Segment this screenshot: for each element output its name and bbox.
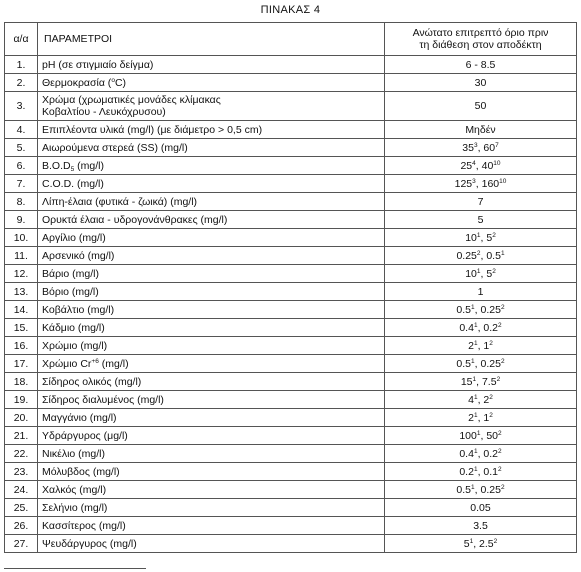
parameter-cell [38, 265, 385, 283]
superscript: 1 [473, 465, 478, 473]
table-row [5, 56, 577, 74]
table-row [5, 265, 577, 283]
table-row [5, 535, 577, 553]
text-fragment: C) [114, 76, 127, 89]
superscript: 2 [476, 249, 481, 257]
superscript: 1 [473, 393, 478, 401]
limit-cell [385, 409, 577, 427]
row-number: 12. [5, 265, 38, 283]
superscript: 2 [498, 429, 502, 437]
limit-cell [385, 229, 577, 247]
parameter-cell [38, 409, 385, 427]
superscript: 2 [493, 537, 498, 545]
text-fragment: 2 [468, 411, 474, 424]
parameter-cell [38, 139, 385, 157]
row-number: 23. [5, 463, 38, 481]
text-fragment: 7 [477, 195, 484, 208]
limit-cell [385, 92, 577, 121]
superscript: 1 [476, 231, 481, 239]
parameter-cell [38, 247, 385, 265]
text-fragment: 10 [465, 231, 477, 244]
row-number: 16. [5, 337, 38, 355]
limit-cell [385, 139, 577, 157]
text-fragment: 6 - 8.5 [465, 58, 496, 71]
table-body [5, 56, 577, 553]
row-number: 10. [5, 229, 38, 247]
parameter-line: Κοβαλτίου - Λευκόχρυσου) [42, 106, 166, 118]
text-fragment: , 40 [475, 159, 494, 172]
row-number: 7. [5, 175, 38, 193]
footnote-rule [4, 568, 146, 569]
text-fragment: 10 [465, 267, 477, 280]
parameter-cell [38, 373, 385, 391]
limit-cell [385, 427, 577, 445]
text-fragment: 0.05 [470, 501, 491, 514]
parameter-cell [38, 499, 385, 517]
text-fragment: Μόλυβδος (mg/l) [42, 465, 120, 478]
text-fragment: , 0.5 [480, 249, 501, 262]
parameter-cell [38, 157, 385, 175]
table-row [5, 175, 577, 193]
text-fragment: , 0.25 [474, 303, 501, 316]
parameter-cell [38, 355, 385, 373]
text-fragment: 0.4 [459, 447, 474, 460]
limit-cell [385, 517, 577, 535]
parameter-cell [38, 283, 385, 301]
limit-cell [385, 193, 577, 211]
table-row [5, 391, 577, 409]
table-row [5, 481, 577, 499]
superscript: 2 [500, 303, 505, 311]
superscript: +6 [91, 357, 99, 365]
parameter-cell [38, 193, 385, 211]
text-fragment: 0.5 [456, 357, 472, 370]
table-row [5, 157, 577, 175]
text-fragment: Σίδηρος ολικός (mg/l) [42, 375, 142, 388]
text-fragment: 2 [468, 339, 474, 352]
text-fragment: Βόριο (mg/l) [42, 285, 99, 298]
limit-cell [385, 355, 577, 373]
superscript: 1 [476, 429, 481, 437]
header-aa: α/α [5, 23, 38, 56]
superscript: o [111, 76, 115, 84]
text-fragment: Αργίλιο (mg/l) [42, 231, 106, 244]
text-fragment: 3.5 [473, 519, 488, 532]
row-number: 27. [5, 535, 38, 553]
text-fragment: , 160 [475, 177, 500, 190]
text-fragment: 35 [462, 141, 474, 154]
text-fragment: Υδράργυρος (μg/l) [42, 429, 128, 442]
row-number: 21. [5, 427, 38, 445]
superscript: 2 [500, 483, 505, 491]
limit-cell [385, 481, 577, 499]
text-fragment: , 0.2 [477, 321, 499, 334]
superscript: 2 [498, 447, 502, 455]
text-fragment: 0.2 [459, 465, 474, 478]
text-fragment: , 1 [477, 411, 490, 424]
superscript: 1 [473, 339, 478, 347]
superscript: 2 [496, 375, 501, 383]
text-fragment: Αρσενικό (mg/l) [42, 249, 115, 262]
superscript: 1 [471, 357, 475, 365]
table-row [5, 445, 577, 463]
superscript: 1 [471, 483, 475, 491]
row-number: 19. [5, 391, 38, 409]
text-fragment: Σίδηρος διαλυμένος (mg/l) [42, 393, 164, 406]
row-number: 26. [5, 517, 38, 535]
text-fragment: 50 [474, 100, 487, 112]
table-row [5, 283, 577, 301]
parameter-cell [38, 56, 385, 74]
row-number: 5. [5, 139, 38, 157]
text-fragment: 100 [459, 429, 477, 442]
superscript: 7 [495, 141, 499, 149]
limit-cell [385, 373, 577, 391]
table-row [5, 74, 577, 92]
limit-cell [385, 301, 577, 319]
table-row [5, 247, 577, 265]
text-fragment: Μηδέν [465, 123, 496, 136]
text-fragment: Επιπλέοντα υλικά (mg/l) (με διάμετρο > 0,5 cm) [42, 123, 263, 136]
superscript: 1 [472, 375, 477, 383]
limit-cell [385, 175, 577, 193]
superscript: 2 [489, 393, 493, 401]
superscript: 3 [473, 141, 478, 149]
superscript: 2 [492, 231, 496, 239]
superscript: 3 [472, 177, 476, 185]
text-fragment: Κασσίτερος (mg/l) [42, 519, 126, 532]
table-row [5, 193, 577, 211]
text-fragment: Σελήνιο (mg/l) [42, 501, 108, 514]
text-fragment: 15 [460, 375, 473, 388]
text-fragment: 0.5 [456, 483, 472, 496]
superscript: 2 [498, 321, 502, 329]
limit-cell [385, 535, 577, 553]
row-number: 2. [5, 74, 38, 92]
text-fragment: 4 [468, 393, 474, 406]
text-fragment: 1 [477, 285, 484, 298]
table-row [5, 463, 577, 481]
text-fragment: (mg/l) [98, 357, 129, 370]
text-fragment: , 0.25 [474, 357, 501, 370]
table-row [5, 337, 577, 355]
superscript: 1 [473, 411, 478, 419]
parameter-cell [38, 319, 385, 337]
table-row [5, 229, 577, 247]
limit-cell [385, 265, 577, 283]
row-number: 9. [5, 211, 38, 229]
parameter-cell [38, 391, 385, 409]
parameter-cell [38, 445, 385, 463]
text-fragment: , 2 [477, 393, 490, 406]
table-row [5, 427, 577, 445]
text-fragment: , 0.2 [477, 447, 499, 460]
row-number: 11. [5, 247, 38, 265]
row-number: 18. [5, 373, 38, 391]
parameter-cell [38, 427, 385, 445]
text-fragment: 125 [454, 177, 473, 190]
parameters-table [4, 22, 577, 553]
text-fragment: , 50 [480, 429, 499, 442]
row-number: 22. [5, 445, 38, 463]
text-fragment: Βάριο (mg/l) [42, 267, 99, 280]
header-limit-line-2: τη διάθεση στον αποδέκτη [419, 39, 542, 51]
parameter-cell [38, 211, 385, 229]
text-fragment: Χαλκός (mg/l) [42, 483, 107, 496]
parameter-cell [38, 463, 385, 481]
text-fragment: Ορυκτά έλαια - υδρογονάνθρακες (mg/l) [42, 213, 228, 226]
parameter-cell [38, 337, 385, 355]
text-fragment: Κοβάλτιο (mg/l) [42, 303, 115, 316]
text-fragment: , 5 [480, 267, 493, 280]
table-row [5, 499, 577, 517]
superscript: 1 [473, 447, 478, 455]
superscript: 1 [469, 537, 474, 545]
text-fragment: , 0.1 [477, 465, 499, 478]
row-number: 8. [5, 193, 38, 211]
parameter-cell [38, 229, 385, 247]
text-fragment: B.O.D [42, 159, 71, 172]
superscript: 2 [489, 339, 493, 347]
text-fragment: C.O.D. (mg/l) [42, 177, 104, 190]
limit-cell [385, 319, 577, 337]
table-row [5, 517, 577, 535]
superscript: 2 [498, 465, 502, 473]
row-number: 25. [5, 499, 38, 517]
text-fragment: , 7.5 [476, 375, 497, 388]
table-row [5, 92, 577, 121]
row-number: 1. [5, 56, 38, 74]
header-limit-line-1: Ανώτατο επιτρεπτό όριο πριν [412, 27, 549, 39]
text-fragment: , 0.25 [474, 483, 501, 496]
text-fragment: 30 [474, 76, 487, 89]
superscript: 10 [493, 159, 501, 167]
text-fragment: Νικέλιο (mg/l) [42, 447, 106, 460]
row-number: 13. [5, 283, 38, 301]
limit-cell [385, 247, 577, 265]
table-row [5, 409, 577, 427]
text-fragment: 0.25 [456, 249, 477, 262]
table-header-row [5, 23, 577, 56]
table-row [5, 139, 577, 157]
text-fragment: , 1 [477, 339, 490, 352]
superscript: 2 [492, 267, 496, 275]
superscript: 2 [489, 411, 493, 419]
text-fragment: Κάδμιο (mg/l) [42, 321, 105, 334]
parameter-cell [38, 74, 385, 92]
text-fragment: Λίπη-έλαια (φυτικά - ζωικά) (mg/l) [42, 195, 198, 208]
header-limit [385, 23, 577, 56]
text-fragment: Αιωρούμενα στερεά (SS) (mg/l) [42, 141, 188, 154]
limit-cell [385, 463, 577, 481]
row-number: 14. [5, 301, 38, 319]
text-fragment: , 2.5 [473, 537, 494, 550]
limit-cell [385, 499, 577, 517]
text-fragment: Θερμοκρασία ( [42, 76, 112, 89]
subscript: 5 [70, 165, 75, 173]
row-number: 20. [5, 409, 38, 427]
row-number: 15. [5, 319, 38, 337]
text-fragment: , 5 [480, 231, 493, 244]
text-fragment: Χρώμιο (mg/l) [42, 339, 108, 352]
parameter-cell [38, 121, 385, 139]
page-title: ΠΙΝΑΚΑΣ 4 [260, 4, 321, 16]
row-number: 24. [5, 481, 38, 499]
superscript: 10 [499, 177, 507, 185]
limit-cell [385, 157, 577, 175]
text-fragment: , 60 [477, 141, 496, 154]
table-row [5, 373, 577, 391]
text-fragment: 5 [477, 213, 484, 226]
text-fragment: 25 [460, 159, 473, 172]
table-row [5, 301, 577, 319]
table-row [5, 319, 577, 337]
superscript: 1 [500, 249, 505, 257]
superscript: 1 [473, 321, 478, 329]
parameter-cell [38, 92, 385, 121]
parameter-cell [38, 517, 385, 535]
text-fragment: (mg/l) [74, 159, 104, 172]
parameter-cell [38, 301, 385, 319]
row-number: 4. [5, 121, 38, 139]
superscript: 2 [500, 357, 505, 365]
superscript: 1 [476, 267, 481, 275]
limit-cell [385, 74, 577, 92]
limit-cell [385, 121, 577, 139]
table-row [5, 121, 577, 139]
text-fragment: pH (σε στιγμιαίο δείγμα) [42, 58, 154, 71]
header-parameters: ΠΑΡΑΜΕΤΡΟΙ [38, 23, 385, 56]
limit-cell [385, 283, 577, 301]
table-row [5, 355, 577, 373]
superscript: 1 [471, 303, 475, 311]
limit-cell [385, 445, 577, 463]
row-number: 3. [5, 92, 38, 121]
parameter-cell [38, 535, 385, 553]
text-fragment: 5 [463, 537, 470, 550]
row-number: 6. [5, 157, 38, 175]
table-row [5, 211, 577, 229]
limit-cell [385, 391, 577, 409]
text-fragment: 0.4 [459, 321, 474, 334]
row-number: 17. [5, 355, 38, 373]
parameter-line: Χρώμα (χρωματικές μονάδες κλίμακας [42, 94, 221, 106]
superscript: 4 [472, 159, 476, 167]
text-fragment: Χρώμιο Cr [42, 357, 92, 370]
limit-cell [385, 56, 577, 74]
parameter-cell [38, 175, 385, 193]
text-fragment: Ψευδάργυρος (mg/l) [42, 537, 137, 550]
limit-cell [385, 211, 577, 229]
text-fragment: Μαγγάνιο (mg/l) [42, 411, 117, 424]
limit-cell [385, 337, 577, 355]
text-fragment: 0.5 [456, 303, 472, 316]
parameter-cell [38, 481, 385, 499]
